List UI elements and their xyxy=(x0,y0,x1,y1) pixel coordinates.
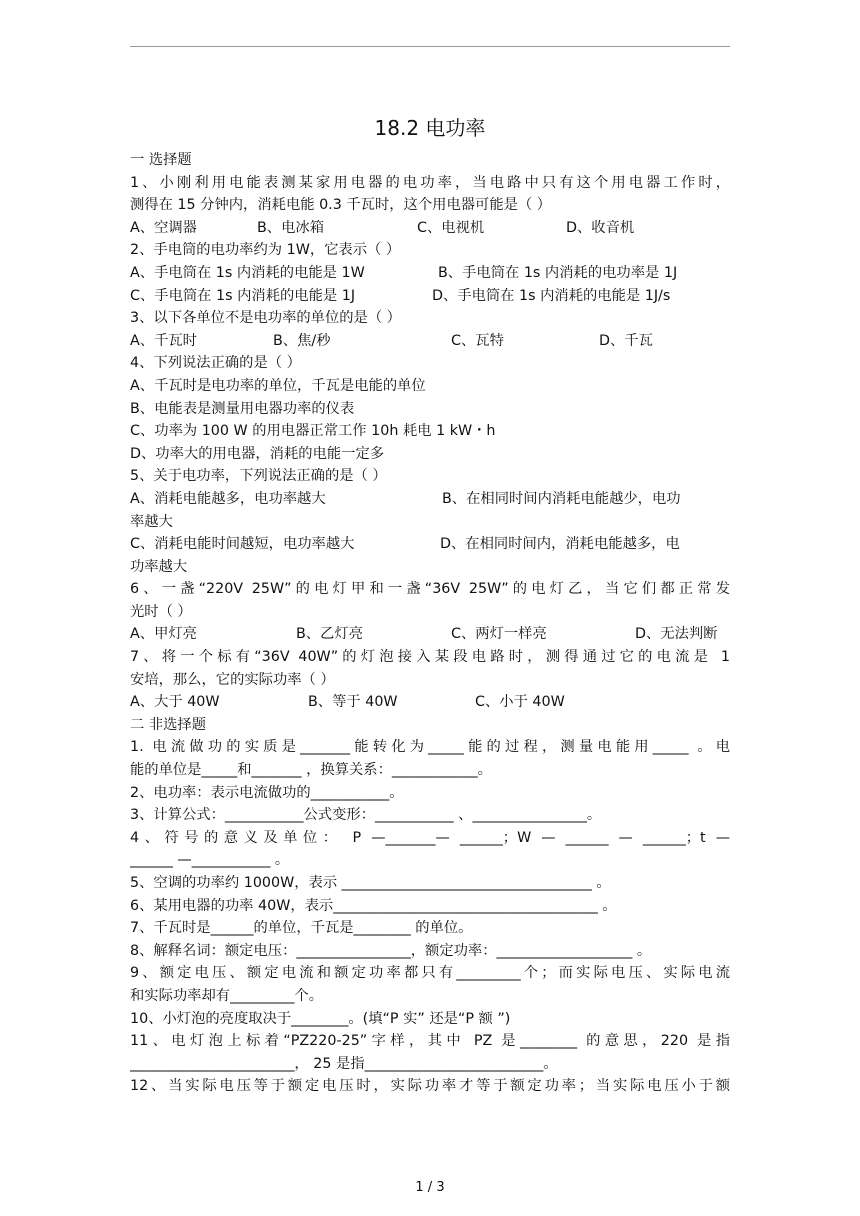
option-a: A、手电筒在 1s 内消耗的电能是 1W xyxy=(130,264,365,281)
fill-question-12-line-1: 12、当实际电压等于额定电压时，实际功率才等于额定功率；当实际电压小于额 xyxy=(130,1078,730,1095)
option-c: C、功率为 100 W 的用电器正常工作 10h 耗电 1 kW・h xyxy=(130,423,496,440)
option-c: C、手电筒在 1s 内消耗的电能是 1J xyxy=(130,287,356,304)
fill-question-2: 2、电功率：表示电流做功的___________。 xyxy=(130,784,404,801)
option-b: B、电冰箱 xyxy=(257,219,324,236)
header-rule xyxy=(130,46,730,47)
fill-question-3: 3、计算公式：___________公式变形：___________ 、________________。 xyxy=(130,807,602,824)
fill-question-11-line-1: 11、电灯泡上标着“PZ220-25”字样，其中 PZ 是________ 的意思，220 是指 xyxy=(130,1033,730,1050)
option-b: B、手电筒在 1s 内消耗的电功率是 1J xyxy=(438,264,678,281)
fill-question-4-line-2: ______ —___________ 。 xyxy=(130,852,290,869)
option-d: D、在相同时间内，消耗电能越多，电 xyxy=(440,536,680,553)
fill-question-7: 7、千瓦时是______的单位，千瓦是________ 的单位。 xyxy=(130,920,473,937)
option-d: D、千瓦 xyxy=(599,332,653,349)
option-c: C、电视机 xyxy=(417,219,485,236)
section-heading-non-choice: 二 非选择题 xyxy=(130,716,207,733)
option-c: C、两灯一样亮 xyxy=(451,626,547,643)
option-b: B、等于 40W xyxy=(308,694,398,711)
question-2-options-ab xyxy=(130,262,730,285)
option-d: D、手电筒在 1s 内消耗的电能是 1J/s xyxy=(432,287,671,304)
option-a: A、千瓦时 xyxy=(130,332,197,349)
option-b: B、乙灯亮 xyxy=(296,626,363,643)
question-6-options xyxy=(130,623,730,646)
fill-question-10: 10、小灯泡的亮度取决于________。(填“P 实” 还是“P 额 ”) xyxy=(130,1010,511,1027)
fill-question-9-line-2: 和实际功率却有_________个。 xyxy=(130,987,324,1004)
question-6-line-2: 光时（ ） xyxy=(130,603,192,620)
section-heading-choice: 一 选择题 xyxy=(130,152,192,168)
fill-question-6: 6、某用电器的功率 40W，表示_____________________________________ 。 xyxy=(130,897,617,914)
option-c: C、消耗电能时间越短，电功率越大 xyxy=(130,536,355,553)
option-d: D、功率大的用电器，消耗的电能一定多 xyxy=(130,445,385,462)
document-body xyxy=(130,149,730,1098)
option-a: A、千瓦时是电功率的单位，千瓦是电能的单位 xyxy=(130,377,426,394)
question-7-line-2: 安培，那么，它的实际功率（ ） xyxy=(130,671,335,688)
question-7-options xyxy=(130,691,730,714)
question-2-line-1: 2、手电筒的电功率约为 1W，它表示（ ） xyxy=(130,242,401,259)
page-number: 1 / 3 xyxy=(415,1180,445,1195)
question-5-line-1: 5、关于电功率，下列说法正确的是（ ） xyxy=(130,468,387,485)
option-b: B、焦/秒 xyxy=(273,332,331,349)
option-b-continued: 率越大 xyxy=(130,513,173,530)
question-7-line-1: 7、将一个标有“36V 40W”的灯泡接入某段电路时，测得通过它的电流是 1 xyxy=(130,649,730,666)
page-title: 18.2 电功率 xyxy=(374,116,486,140)
question-1-line-1: 1、小刚利用电能表测某家用电器的电功率，当电路中只有这个用电器工作时， xyxy=(130,174,730,191)
fill-question-11-line-2: _______________________， 25 是指_________________________。 xyxy=(130,1055,558,1072)
option-a: A、大于 40W xyxy=(130,694,220,711)
option-a: A、消耗电能越多，电功率越大 xyxy=(130,490,326,507)
question-1-options xyxy=(130,217,730,240)
question-5-options-cd xyxy=(130,533,730,556)
question-1-line-2: 测得在 15 分钟内，消耗电能 0.3 千瓦时，这个用电器可能是（ ） xyxy=(130,197,552,214)
option-d-continued: 功率越大 xyxy=(130,558,188,575)
fill-question-8: 8、解释名词：额定电压：________________，额定功率：___________________ 。 xyxy=(130,942,652,959)
fill-question-1-line-2: 能的单位是_____和_______ ，换算关系：____________。 xyxy=(130,762,492,779)
fill-question-9-line-1: 9、额定电压、额定电流和额定功率都只有_________个；而实际电压、实际电流 xyxy=(130,965,730,982)
option-c: C、小于 40W xyxy=(475,694,565,711)
question-5-options-ab xyxy=(130,488,730,511)
option-a: A、空调器 xyxy=(130,219,197,236)
fill-question-5: 5、空调的功率约 1000W，表示 ___________________________________ 。 xyxy=(130,875,611,891)
option-b: B、电能表是测量用电器功率的仪表 xyxy=(130,400,355,417)
fill-question-1-line-1: 1. 电流做功的实质是_______能转化为_____能的过程，测量电能用_____ 。电 xyxy=(130,739,730,756)
option-d: D、无法判断 xyxy=(635,626,718,643)
fill-question-4-line-1: 4、符号的意义及单位： P —_______— ______；W — ______ — ______；t — xyxy=(130,829,730,846)
question-3-line-1: 3、以下各单位不是电功率的单位的是（ ） xyxy=(130,310,401,327)
option-d: D、收音机 xyxy=(566,219,635,236)
question-6-line-1: 6、一盏“220V 25W”的电灯甲和一盏“36V 25W”的电灯乙，当它们都正常发 xyxy=(130,581,730,598)
option-b: B、在相同时间内消耗电能越少，电功 xyxy=(442,490,681,507)
option-c: C、瓦特 xyxy=(451,332,504,349)
question-4-line-1: 4、下列说法正确的是（ ） xyxy=(130,355,301,372)
question-3-options xyxy=(130,330,730,353)
question-2-options-cd xyxy=(130,285,730,308)
option-a: A、甲灯亮 xyxy=(130,626,197,643)
